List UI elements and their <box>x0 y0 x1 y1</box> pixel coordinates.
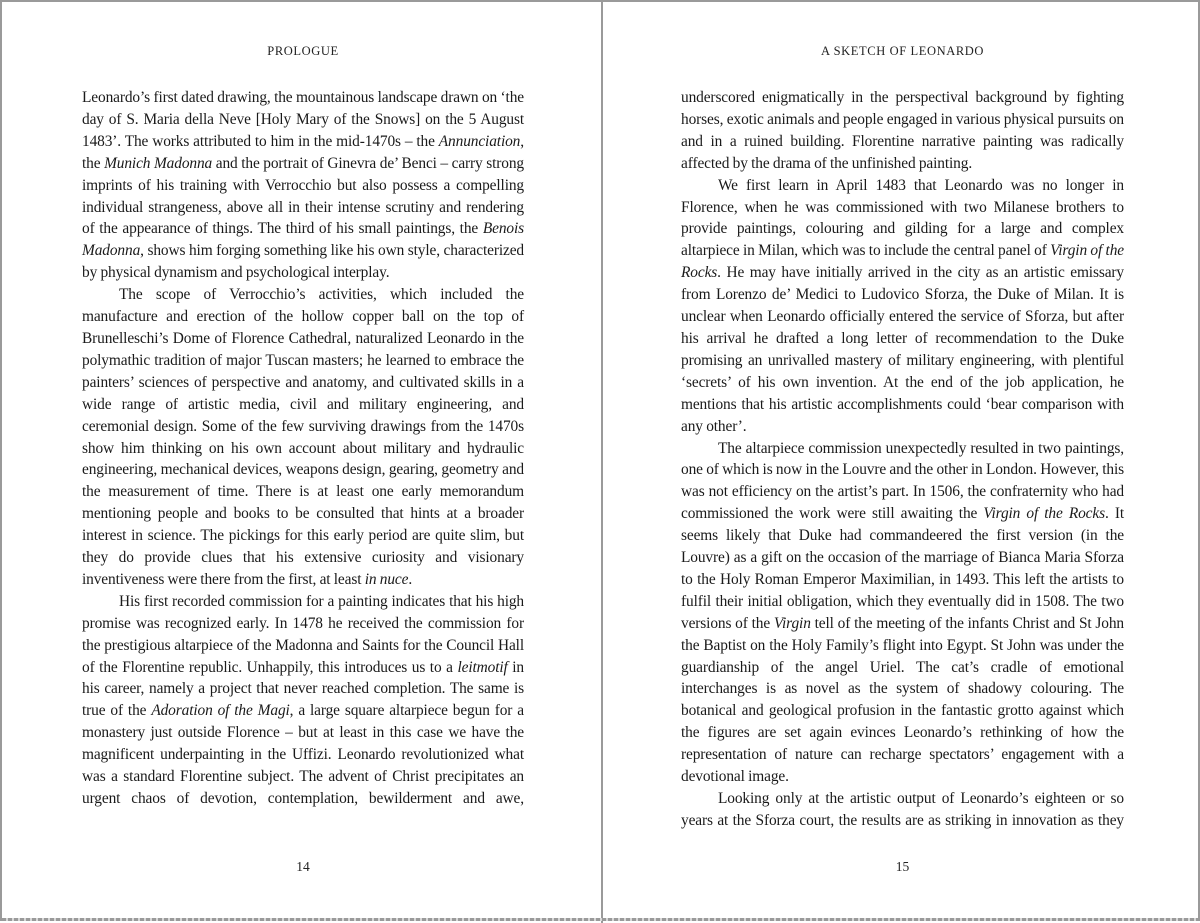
paragraph <box>82 284 524 591</box>
paragraph <box>82 87 524 284</box>
italic-title: Annunciation <box>438 132 521 150</box>
text-run: The scope of Verrocchio’s activities, which included the manufacture and erection of the hollow copper ball on the top of Brunelleschi’s Dome of Florence Cathedral, naturalized Leonardo in the polymathic tradition of major Tuscan masters; he learned to embrace the painters’ sciences of perspective and anatomy, and cultivated skills in a wide range of artistic media, civil and military engineering, and ceremonial design. Some of the few surviving drawings from the 1470s show him thinking on his own account about military and hydraulic engineering, mechanical devices, weapons design, gearing, geometry and the measurement of time. There is at least one early memorandum mentioning people and books to be consulted that hints at a broader interest in science. The pickings for this early period are quite slim, but they do provide clues that his extensive curiosity and visionary inventiveness were there from the first, at least <box>82 286 524 588</box>
italic-title: Munich Madonna <box>104 154 213 172</box>
page-number-left: 14 <box>82 858 524 876</box>
page-number-right: 15 <box>681 858 1124 876</box>
text-run: His first recorded commission for a painting indicates that his high promise was recognized early. In 1478 he received the commission for the prestigious altarpiece of the Madonna and Saints for the Council Hall of the Florentine republic. Unhappily, this introduces us to a <box>82 592 524 676</box>
italic-phrase: leitmotif <box>457 658 508 676</box>
left-page <box>82 2 524 920</box>
paragraph <box>681 438 1124 789</box>
paragraph <box>681 87 1124 175</box>
paragraph <box>681 175 1124 438</box>
text-run: tell of the meeting of the infants Christ and St John the Baptist on the Holy Family’s flight into Egypt. St John was under the guardianship of the angel Uriel. The cat’s cradle of emotional interchanges is as novel as the system of shadowy colouring. The botanical and geological profusion in the fantastic grotto against which the figures are set again evinces Leonardo’s rethinking of how the representation of nature can recharge spectators’ engagement with a devotional image. <box>681 614 1125 786</box>
running-head-left: PROLOGUE <box>267 44 339 58</box>
text-run: , a large square altarpiece begun for a monastery just outside Florence – but at least in this case we have the magnificent underpainting in the Uffizi. Leonardo revolutionized what was a standard Florentine subject. The advent of Christ precipitates an urgent chaos of devotion, contemplation, bewilderment and awe, <box>82 702 524 807</box>
text-run: Looking only at the artistic output of Leonardo’s eighteen or so years at the Sforza court, the results are as striking in innovation as they <box>681 790 1124 829</box>
right-page <box>681 2 1124 920</box>
left-page-body <box>82 87 524 810</box>
italic-title: Virgin <box>773 614 811 632</box>
text-run: . He may have initially arrived in the city as an artistic emissary from Lorenzo de’ Medici to Ludovico Sforza, the Duke of Milan. It is unclear when Leonardo officially entered the service of Sforza, but after his arrival he drafted a long letter of recommendation to the Duke promising an unrivalled mastery of military engineering, with plentiful ‘secrets’ of his own invention. At the end of the job application, he mentions that his artistic accomplishments could ‘bear comparison with any other’. <box>681 264 1124 435</box>
text-run: , the <box>82 132 524 172</box>
text-run: . It seems likely that Duke had commandeered the first version (in the Louvre) as a gift on the occasion of the marriage of Bianca Maria Sforza to the Holy Roman Emperor Maximilian, in 1493. This left the artists to fulfil their initial obligation, which they eventually did in 1508. The two versions of the <box>681 505 1124 632</box>
text-run: The altarpiece commission unexpectedly resulted in two paintings, one of which is now in the Louvre and the other in London. However, this was not efficiency on the artist’s part. In 1506, the confraternity who had commissioned the work were still awaiting the <box>681 439 1124 523</box>
italic-title: Virgin of the Rocks <box>681 242 1125 282</box>
text-run: and the portrait of Ginevra de’ Benci – carry strong imprints of his training with Verrocchio but also possess a compelling individual strangeness, above all in their intense scrutiny and rendering of the appearance of things. The third of his small paintings, the <box>82 154 524 238</box>
text-run: underscored enigmatically in the perspectival background by fighting horses, exotic animals and people engaged in various physical pursuits on and in a ruined building. Florentine narrative painting was radically affected by the drama of the unfinished painting. <box>681 89 1124 172</box>
text-run: in his career, namely a project that never reached completion. The same is true of the <box>82 658 525 720</box>
italic-title: Virgin of the Rocks <box>983 505 1105 523</box>
text-run: , shows him forging something like his own style, characterized by physical dynamism and psychological interplay. <box>82 242 524 282</box>
text-run: Leonardo’s first dated drawing, the mountainous landscape drawn on ‘the day of S. Maria della Neve [Holy Mary of the Snows] on the 5 August 1483’. The works attributed to him in the mid-1470s – the <box>82 89 524 150</box>
right-page-body <box>681 87 1124 832</box>
running-head-right: A SKETCH OF LEONARDO <box>820 44 985 58</box>
italic-phrase: in nuce <box>364 570 409 588</box>
text-run: We first learn in April 1483 that Leonardo was no longer in Florence, when he was commissioned with two Milanese brothers to provide paintings, colouring and gilding for a large and complex altarpiece in Milan, which was to include the central panel of <box>681 176 1124 260</box>
gutter-divider <box>601 2 603 923</box>
text-run: . <box>408 570 413 588</box>
italic-title: Benois Madonna <box>82 220 524 260</box>
italic-title: Adoration of the Magi <box>151 702 290 720</box>
paragraph <box>82 591 524 810</box>
paragraph <box>681 788 1124 832</box>
